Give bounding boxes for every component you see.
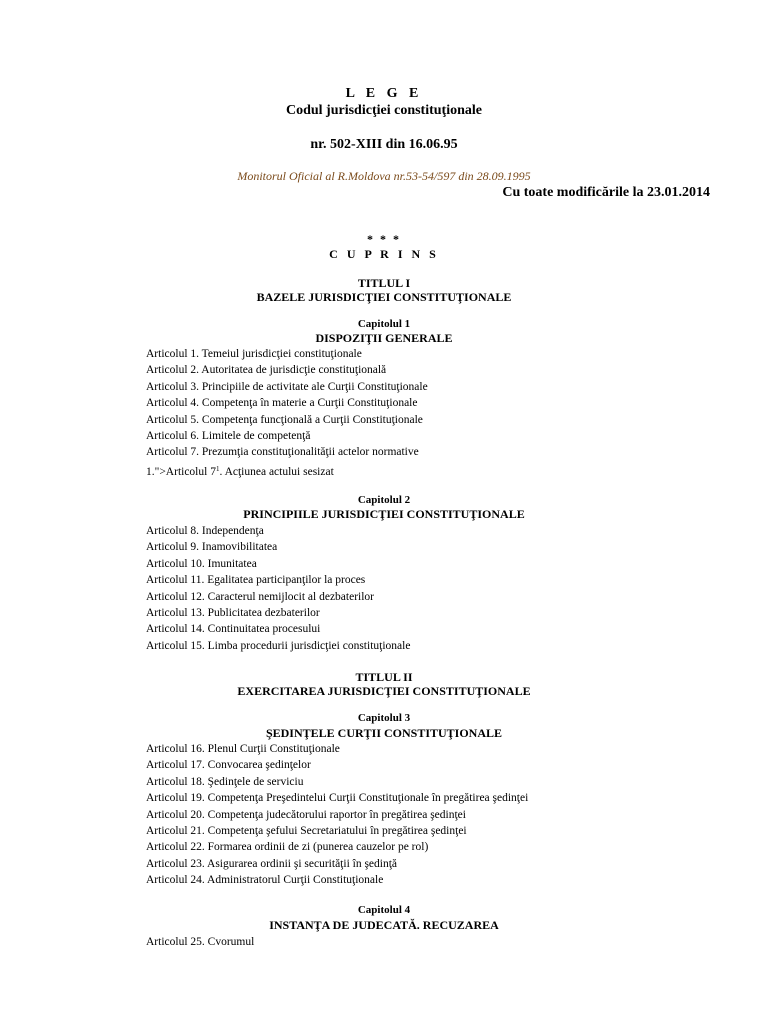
- law-name: Codul jurisdicţiei constituţionale: [285, 103, 482, 118]
- toc-item[interactable]: Articolul 23. Asigurarea ordinii şi securităţii în şedinţă: [146, 857, 398, 870]
- monitor-reference: Monitorul Oficial al R.Moldova nr.53-54/597 din 28.09.1995: [237, 169, 531, 183]
- toc-item[interactable]: Articolul 6. Limitele de competenţă: [146, 429, 311, 442]
- toc-item[interactable]: Articolul 13. Publicitatea dezbaterilor: [146, 606, 320, 619]
- title-1-name: BAZELE JURISDICŢIEI CONSTITUŢIONALE: [256, 290, 512, 304]
- law-number: nr. 502-XIII din 16.06.95: [310, 137, 458, 152]
- toc-item[interactable]: Articolul 12. Caracterul nemijlocit al dezbaterilor: [146, 590, 374, 603]
- amendments-note: Cu toate modificările la 23.01.2014: [502, 185, 710, 200]
- toc-item-7-1[interactable]: [146, 461, 746, 477]
- separator-stars: * * *: [367, 232, 401, 246]
- toc-item[interactable]: Articolul 14. Continuitatea procesului: [146, 623, 321, 636]
- toc-item-7-1-prefix: 1.">Articolul 7: [146, 466, 216, 478]
- chapter-4-label: Capitolul 4: [357, 904, 411, 916]
- toc-item[interactable]: Articolul 21. Competenţa şefului Secretariatului în pregătirea şedinţei: [146, 824, 467, 837]
- chapter-2-label: Capitolul 2: [357, 494, 411, 506]
- chapter-1-list: [146, 346, 746, 461]
- toc-item[interactable]: Articolul 25. Cvorumul: [146, 936, 255, 948]
- toc-item[interactable]: Articolul 22. Formarea ordinii de zi (punerea cauzelor pe rol): [146, 841, 429, 854]
- toc-item[interactable]: Articolul 7. Prezumţia constituţionalităţii actelor normative: [146, 446, 419, 459]
- chapter-1-label: Capitolul 1: [357, 318, 411, 330]
- toc-item[interactable]: Articolul 11. Egalitatea participanţilor la proces: [146, 574, 366, 587]
- toc-item[interactable]: Articolul 9. Inamovibilitatea: [146, 541, 278, 554]
- title-1-label: TITLUL I: [357, 276, 411, 290]
- toc-item[interactable]: Articolul 3. Principiile de activitate ale Curţii Constituţionale: [146, 380, 428, 393]
- law-title: L E G E: [345, 86, 423, 101]
- toc-item[interactable]: Articolul 24. Administratorul Curţii Constituţionale: [146, 874, 384, 887]
- toc-item[interactable]: Articolul 20. Competenţa judecătorului raportor în pregătirea şedinţei: [146, 808, 466, 821]
- chapter-1-name: DISPOZIŢII GENERALE: [315, 331, 453, 345]
- toc-item[interactable]: Articolul 15. Limba procedurii jurisdicţiei constituţionale: [146, 639, 411, 652]
- toc-item[interactable]: Articolul 8. Independenţa: [146, 525, 264, 537]
- toc-item[interactable]: Articolul 17. Convocarea şedinţelor: [146, 759, 311, 772]
- toc-item-7-1-sup: 1: [215, 465, 220, 473]
- toc-item[interactable]: Articolul 2. Autoritatea de jurisdicţie constituţională: [146, 364, 387, 377]
- chapter-3-label: Capitolul 3: [357, 712, 411, 724]
- chapter-3-list: [146, 741, 746, 889]
- chapter-4-list: [146, 934, 746, 950]
- toc-item[interactable]: Articolul 18. Şedinţele de serviciu: [146, 775, 304, 788]
- toc-item[interactable]: Articolul 4. Competenţa în materie a Curţii Constituţionale: [146, 397, 418, 410]
- toc-item[interactable]: Articolul 5. Competenţa funcţională a Curţii Constituţionale: [146, 413, 423, 426]
- chapter-2-name: PRINCIPIILE JURISDICŢIEI CONSTITUŢIONALE: [243, 507, 525, 521]
- chapter-3-name: ŞEDINŢELE CURŢII CONSTITUŢIONALE: [265, 726, 503, 740]
- chapter-2-list: [146, 523, 746, 654]
- chapter-4-name: INSTANŢA DE JUDECATĂ. RECUZAREA: [269, 918, 499, 932]
- toc-item[interactable]: Articolul 1. Temeiul jurisdicţiei constituţionale: [146, 348, 362, 360]
- toc-item[interactable]: Articolul 19. Competenţa Preşedintelui Curţii Constituţionale în pregătirea şedinţei: [146, 792, 529, 805]
- toc-item-7-1-suffix: . Acţiunea actului sesizat: [219, 466, 334, 478]
- toc-item[interactable]: Articolul 16. Plenul Curţii Constituţionale: [146, 743, 340, 755]
- title-2-name: EXERCITAREA JURISDICŢIEI CONSTITUŢIONALE: [237, 684, 531, 698]
- toc-item[interactable]: Articolul 10. Imunitatea: [146, 557, 257, 570]
- title-2-label: TITLUL II: [355, 670, 413, 684]
- contents-heading: C U P R I N S: [329, 247, 439, 261]
